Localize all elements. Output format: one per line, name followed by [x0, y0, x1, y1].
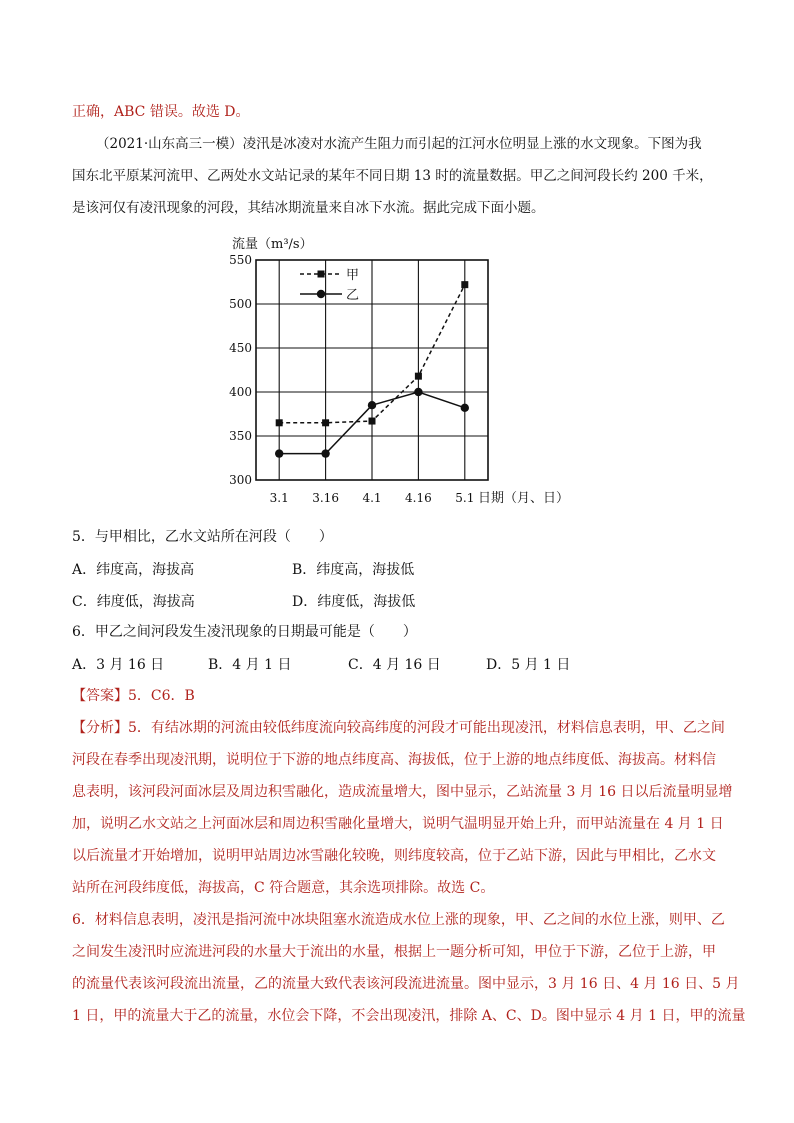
chart-x-tick-label: 4.1	[362, 491, 382, 505]
chart-x-axis-label: 日期（月、日）	[478, 491, 570, 506]
chart-point-circle	[275, 449, 283, 457]
flow-line-chart	[220, 230, 600, 520]
chart-legend-label: 甲	[346, 268, 360, 283]
intro-line-1: （2021·山东高三一模）凌汛是冰凌对水流产生阻力而引起的江河水位明显上涨的水文现象。下图为我	[96, 136, 702, 152]
chart-legend-marker-circle	[317, 290, 325, 298]
chart-y-tick-label: 550	[229, 253, 252, 267]
question-6-option-b: B．4 月 1 日	[208, 657, 292, 673]
question-5-option-d: D．纬度低，海拔低	[292, 594, 416, 610]
analysis-line-3: 息表明，该河段河面冰层及周边积雪融化，造成流量增大，图中显示，乙站流量 3 月 16 日以后流量明显增	[72, 784, 733, 800]
analysis-line-8: 之间发生凌汛时应流进河段的水量大于流出的水量，根据上一题分析可知，甲位于下游，乙位于上游，甲	[72, 944, 716, 960]
question-6-option-d: D．5 月 1 日	[486, 657, 571, 673]
analysis-line-9: 的流量代表该河段流出流量，乙的流量大致代表该河段流进流量。图中显示，3 月 16 日、4 月 16 日、5 月	[72, 976, 740, 992]
chart-x-tick-label: 4.16	[405, 491, 432, 505]
chart-point-square	[322, 419, 329, 426]
chart-point-square	[415, 373, 422, 380]
chart-point-circle	[414, 388, 422, 396]
analysis-line-7: 6．材料信息表明，凌汛是指河流中冰块阻塞水流造成水位上涨的现象，甲、乙之间的水位上涨，则甲、乙	[72, 912, 725, 928]
chart-legend-label: 乙	[346, 288, 360, 303]
intro-line-2: 国东北平原某河流甲、乙两处水文站记录的某年不同日期 13 时的流量数据。甲乙之间河段长约 200 千米，	[72, 168, 713, 184]
chart-y-axis-label: 流量（m³/s）	[232, 237, 313, 252]
question-5-stem: 5．与甲相比，乙水文站所在河段（ ）	[72, 529, 333, 545]
chart-legend-marker-square	[318, 271, 325, 278]
chart-x-tick-label: 3.1	[269, 491, 289, 505]
chart-y-tick-label: 500	[229, 297, 252, 311]
chart-point-square	[369, 418, 376, 425]
question-6-stem: 6．甲乙之间河段发生凌汛现象的日期最可能是（ ）	[72, 624, 417, 640]
analysis-line-10: 1 日，甲的流量大于乙的流量，水位会下降，不会出现凌汛，排除 A、C、D。图中显示 4 月 1 日，甲的流量	[72, 1008, 746, 1024]
question-6-option-a: A．3 月 16 日	[72, 657, 165, 673]
chart-x-tick-label: 5.1	[455, 491, 475, 505]
analysis-line-4: 加，说明乙水文站之上河面冰层和周边积雪融化量增大，说明气温明显开始上升，而甲站流量在 4 月 1 日	[72, 816, 724, 832]
chart-point-circle	[461, 404, 469, 412]
analysis-line-1: 【分析】5．有结冰期的河流由较低纬度流向较高纬度的河段才可能出现凌汛，材料信息表明，甲、乙之间	[72, 720, 725, 736]
question-6-option-c: C．4 月 16 日	[348, 657, 441, 673]
analysis-line-6: 站所在河段纬度低，海拔高，C 符合题意，其余选项排除。故选 C。	[72, 880, 495, 896]
question-5-option-c: C．纬度低，海拔高	[72, 594, 195, 610]
chart-y-tick-label: 350	[229, 429, 252, 443]
question-5-option-b: B．纬度高，海拔低	[292, 562, 415, 578]
chart-y-tick-label: 400	[229, 385, 252, 399]
chart-x-tick-label: 3.16	[312, 491, 339, 505]
chart-point-circle	[321, 449, 329, 457]
chart-point-circle	[368, 401, 376, 409]
intro-line-3: 是该河仅有凌汛现象的河段，其结冰期流量来自冰下水流。据此完成下面小题。	[72, 200, 545, 216]
analysis-line-2: 河段在春季出现凌汛期，说明位于下游的地点纬度高、海拔低，位于上游的地点纬度低、海拔高。材料信	[72, 752, 716, 768]
answer-line: 【答案】5．C6．B	[72, 688, 195, 704]
chart-point-square	[276, 419, 283, 426]
chart-point-square	[461, 281, 468, 288]
analysis-line-5: 以后流量才开始增加，说明甲站周边冰雪融化较晚，则纬度较高，位于乙站下游，因此与甲相比，乙水文	[72, 848, 716, 864]
question-5-option-a: A．纬度高，海拔高	[72, 562, 195, 578]
previous-answer-tail: 正确，ABC 错误。故选 D。	[72, 104, 250, 120]
chart-y-tick-label: 450	[229, 341, 252, 355]
chart-y-tick-label: 300	[229, 473, 252, 487]
